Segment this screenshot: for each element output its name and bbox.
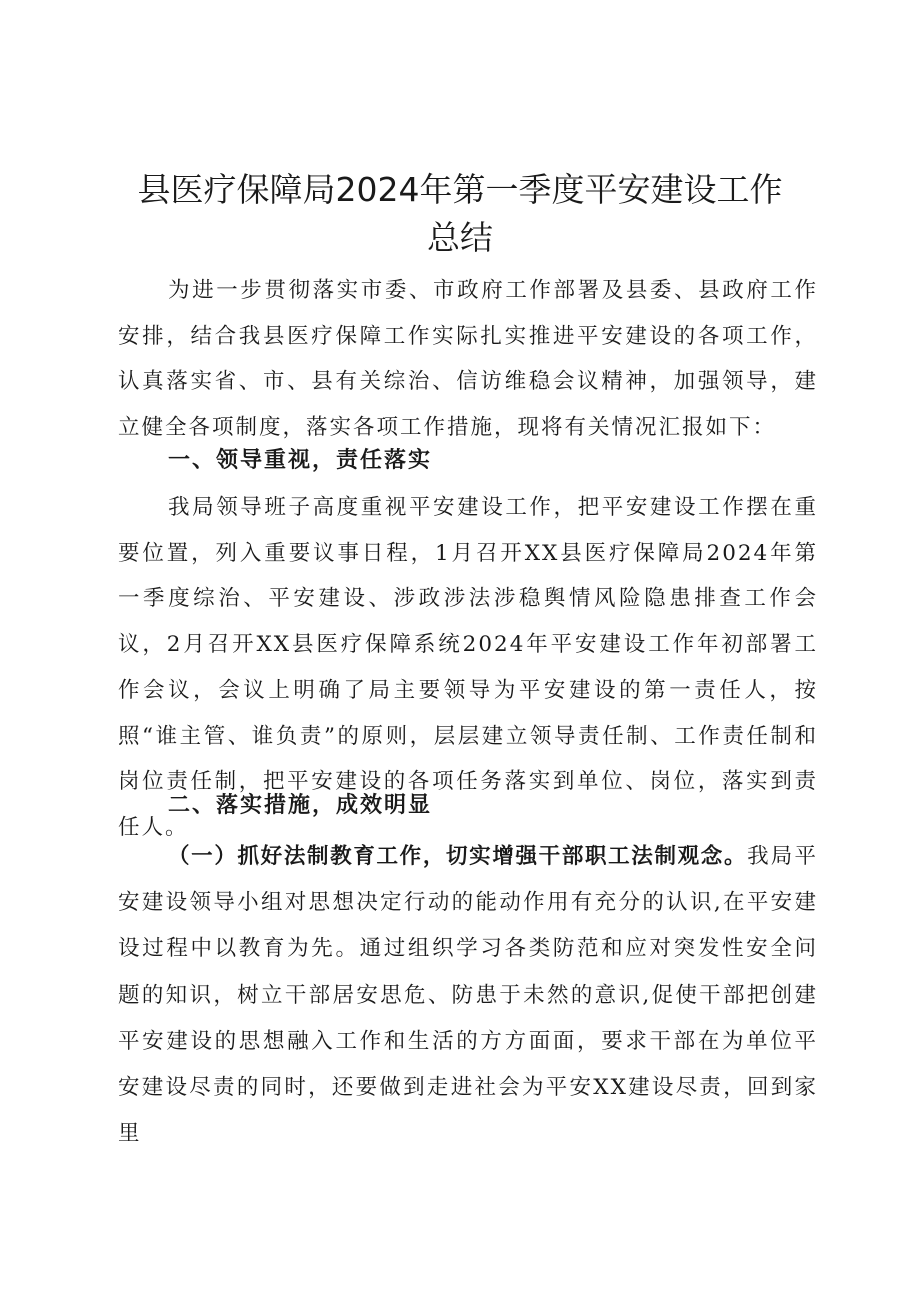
- intro-paragraph: 为进一步贯彻落实市委、市政府工作部署及县委、县政府工作安排，结合我县医疗保障工作实际扎实推进平安建设的各项工作，认真落实省、市、县有关综治、信访维稳会议精神，加强领导，建立健全各项制度，落实各项工作措施，现将有关情况汇报如下：: [118, 278, 818, 440]
- section1-paragraph: 我局领导班子高度重视平安建设工作，把平安建设工作摆在重要位置，列入重要议事日程，1月召开XX县医疗保障局2024年第一季度综治、平安建设、涉政涉法涉稳舆情风险隐患排查工作会议，2月召开XX县医疗保障系统2024年平安建设工作年初部署工作会议，会议上明确了局主要领导为平安建设的第一责任人，按照“谁主管、谁负责”的原则，层层建立领导责任制、工作责任制和岗位责任制，把平安建设的各项任务落实到单位、岗位，落实到责任人。: [118, 495, 818, 840]
- subsection1-paragraph: [118, 834, 818, 1157]
- section2-heading: 二、落实措施，成效明显: [168, 793, 433, 818]
- section1-heading: 一、领导重视，责任落实: [168, 448, 433, 473]
- subsection1-body: 我局平安建设领导小组对思想决定行动的能动作用有充分的认识,在平安建设过程中以教育为先。通过组织学习各类防范和应对突发性安全问题的知识，树立干部居安思危、防患于未然的意识,促使干部把创建平安建设的思想融入工作和生活的方方面面，要求干部在为单位平安建设尽责的同时，还要做到走进社会为平安XX建设尽责，回到家里: [118, 844, 818, 1147]
- document-title-line2: 总结: [427, 218, 493, 257]
- document-title-line1: 县医疗保障局2024年第一季度平安建设工作: [137, 170, 783, 209]
- subsection1-lead: （一）抓好法制教育工作，切实增强干部职工法制观念。: [168, 844, 748, 869]
